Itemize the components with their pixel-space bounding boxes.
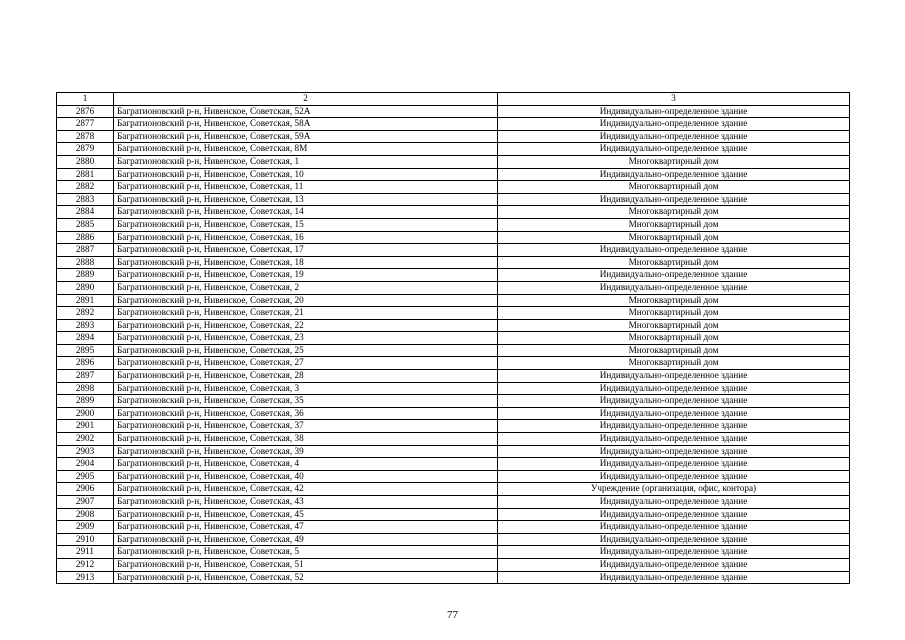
address-cell: Багратионовский р-н, Нивенское, Советская, 10 [114,168,498,181]
row-number-cell: 2891 [57,294,114,307]
table-row [57,470,850,483]
row-number-cell: 2890 [57,281,114,294]
row-number-cell: 2885 [57,218,114,231]
address-cell: Багратионовский р-н, Нивенское, Советская, 39 [114,445,498,458]
table-row [57,181,850,194]
object-type-cell: Многоквартирный дом [498,256,850,269]
address-cell: Багратионовский р-н, Нивенское, Советская, 3 [114,382,498,395]
row-number-cell: 2900 [57,407,114,420]
address-cell: Багратионовский р-н, Нивенское, Советская, 59А [114,130,498,143]
object-type-cell: Многоквартирный дом [498,155,850,168]
address-cell: Багратионовский р-н, Нивенское, Советская, 45 [114,508,498,521]
table-row [57,105,850,118]
table-row [57,143,850,156]
table-row [57,546,850,559]
object-type-cell: Индивидуально-определенное здание [498,168,850,181]
table-row [57,445,850,458]
address-cell: Багратионовский р-н, Нивенское, Советская, 42 [114,483,498,496]
table-row [57,118,850,131]
row-number-cell: 2908 [57,508,114,521]
object-type-cell: Учреждение (организация, офис, контора) [498,483,850,496]
table-row [57,244,850,257]
address-cell: Багратионовский р-н, Нивенское, Советская, 15 [114,218,498,231]
address-cell: Багратионовский р-н, Нивенское, Советская, 38 [114,433,498,446]
table-row [57,269,850,282]
row-number-cell: 2896 [57,357,114,370]
table-row [57,407,850,420]
address-cell: Багратионовский р-н, Нивенское, Советская, 28 [114,370,498,383]
row-number-cell: 2905 [57,470,114,483]
register-sheet [56,92,849,584]
row-number-cell: 2878 [57,130,114,143]
object-type-cell: Индивидуально-определенное здание [498,558,850,571]
address-cell: Багратионовский р-н, Нивенское, Советская, 13 [114,193,498,206]
table-row [57,420,850,433]
object-type-cell: Индивидуально-определенное здание [498,546,850,559]
row-number-cell: 2906 [57,483,114,496]
object-type-cell: Индивидуально-определенное здание [498,521,850,534]
row-number-cell: 2912 [57,558,114,571]
object-type-cell: Индивидуально-определенное здание [498,118,850,131]
table-row [57,206,850,219]
row-number-cell: 2877 [57,118,114,131]
object-type-cell: Индивидуально-определенное здание [498,105,850,118]
address-cell: Багратионовский р-н, Нивенское, Советская, 51 [114,558,498,571]
object-type-cell: Индивидуально-определенное здание [498,269,850,282]
row-number-cell: 2884 [57,206,114,219]
object-type-cell: Индивидуально-определенное здание [498,496,850,509]
table-row [57,395,850,408]
address-cell: Багратионовский р-н, Нивенское, Советская, 36 [114,407,498,420]
column-number-3: 3 [498,93,850,106]
row-number-cell: 2886 [57,231,114,244]
address-cell: Багратионовский р-н, Нивенское, Советская, 47 [114,521,498,534]
row-number-cell: 2895 [57,344,114,357]
object-type-cell: Индивидуально-определенное здание [498,281,850,294]
address-cell: Багратионовский р-н, Нивенское, Советская, 2 [114,281,498,294]
row-number-cell: 2897 [57,370,114,383]
table-row [57,357,850,370]
object-type-cell: Многоквартирный дом [498,332,850,345]
object-type-cell: Индивидуально-определенное здание [498,420,850,433]
row-number-cell: 2879 [57,143,114,156]
object-type-cell: Многоквартирный дом [498,344,850,357]
object-type-cell: Многоквартирный дом [498,307,850,320]
table-row [57,281,850,294]
table-row [57,370,850,383]
row-number-cell: 2892 [57,307,114,320]
table-row [57,496,850,509]
address-cell: Багратионовский р-н, Нивенское, Советская, 25 [114,344,498,357]
row-number-cell: 2910 [57,533,114,546]
table-row [57,382,850,395]
row-number-cell: 2911 [57,546,114,559]
object-type-cell: Индивидуально-определенное здание [498,395,850,408]
row-number-cell: 2882 [57,181,114,194]
table-row [57,508,850,521]
object-type-cell: Индивидуально-определенное здание [498,193,850,206]
row-number-cell: 2893 [57,319,114,332]
row-number-cell: 2909 [57,521,114,534]
row-number-cell: 2883 [57,193,114,206]
object-type-cell: Индивидуально-определенное здание [498,458,850,471]
address-cell: Багратионовский р-н, Нивенское, Советская, 52А [114,105,498,118]
address-cell: Багратионовский р-н, Нивенское, Советская, 21 [114,307,498,320]
address-cell: Багратионовский р-н, Нивенское, Советская, 8М [114,143,498,156]
row-number-cell: 2903 [57,445,114,458]
address-cell: Багратионовский р-н, Нивенское, Советская, 52 [114,571,498,584]
address-cell: Багратионовский р-н, Нивенское, Советская, 18 [114,256,498,269]
table-row [57,521,850,534]
object-type-cell: Индивидуально-определенное здание [498,508,850,521]
table-row [57,231,850,244]
address-cell: Багратионовский р-н, Нивенское, Советская, 27 [114,357,498,370]
row-number-cell: 2888 [57,256,114,269]
object-type-cell: Многоквартирный дом [498,319,850,332]
address-cell: Багратионовский р-н, Нивенское, Советская, 17 [114,244,498,257]
table-row [57,155,850,168]
object-type-cell: Многоквартирный дом [498,218,850,231]
table-row [57,533,850,546]
object-type-cell: Индивидуально-определенное здание [498,407,850,420]
address-cell: Багратионовский р-н, Нивенское, Советская, 35 [114,395,498,408]
row-number-cell: 2901 [57,420,114,433]
column-number-1: 1 [57,93,114,106]
address-cell: Багратионовский р-н, Нивенское, Советская, 20 [114,294,498,307]
row-number-cell: 2894 [57,332,114,345]
row-number-cell: 2876 [57,105,114,118]
object-type-cell: Индивидуально-определенное здание [498,370,850,383]
address-cell: Багратионовский р-н, Нивенское, Советская, 19 [114,269,498,282]
row-number-cell: 2898 [57,382,114,395]
row-number-cell: 2907 [57,496,114,509]
table-row [57,558,850,571]
column-number-row [57,93,850,106]
table-row [57,458,850,471]
address-cell: Багратионовский р-н, Нивенское, Советская, 22 [114,319,498,332]
row-number-cell: 2880 [57,155,114,168]
object-type-cell: Индивидуально-определенное здание [498,382,850,395]
object-type-cell: Индивидуально-определенное здание [498,445,850,458]
object-type-cell: Индивидуально-определенное здание [498,143,850,156]
register-table-body [57,93,850,584]
row-number-cell: 2899 [57,395,114,408]
table-row [57,433,850,446]
table-row [57,307,850,320]
row-number-cell: 2913 [57,571,114,584]
address-cell: Багратионовский р-н, Нивенское, Советская, 14 [114,206,498,219]
address-cell: Багратионовский р-н, Нивенское, Советская, 4 [114,458,498,471]
table-row [57,483,850,496]
address-cell: Багратионовский р-н, Нивенское, Советская, 43 [114,496,498,509]
address-cell: Багратионовский р-н, Нивенское, Советская, 11 [114,181,498,194]
table-row [57,332,850,345]
object-type-cell: Индивидуально-определенное здание [498,433,850,446]
object-type-cell: Многоквартирный дом [498,206,850,219]
table-row [57,344,850,357]
table-row [57,168,850,181]
table-row [57,218,850,231]
table-row [57,256,850,269]
table-row [57,130,850,143]
address-cell: Багратионовский р-н, Нивенское, Советская, 58А [114,118,498,131]
object-type-cell: Индивидуально-определенное здание [498,244,850,257]
object-type-cell: Многоквартирный дом [498,357,850,370]
address-cell: Багратионовский р-н, Нивенское, Советская, 49 [114,533,498,546]
table-row [57,294,850,307]
address-cell: Багратионовский р-н, Нивенское, Советская, 23 [114,332,498,345]
table-row [57,193,850,206]
page-number: 77 [447,609,458,621]
address-cell: Багратионовский р-н, Нивенское, Советская, 1 [114,155,498,168]
table-row [57,319,850,332]
row-number-cell: 2902 [57,433,114,446]
object-type-cell: Индивидуально-определенное здание [498,470,850,483]
address-cell: Багратионовский р-н, Нивенское, Советская, 40 [114,470,498,483]
address-cell: Багратионовский р-н, Нивенское, Советская, 37 [114,420,498,433]
address-cell: Багратионовский р-н, Нивенское, Советская, 16 [114,231,498,244]
object-type-cell: Индивидуально-определенное здание [498,533,850,546]
row-number-cell: 2889 [57,269,114,282]
object-type-cell: Многоквартирный дом [498,181,850,194]
object-type-cell: Индивидуально-определенное здание [498,130,850,143]
row-number-cell: 2881 [57,168,114,181]
address-cell: Багратионовский р-н, Нивенское, Советская, 5 [114,546,498,559]
row-number-cell: 2887 [57,244,114,257]
register-table [56,92,850,584]
table-row [57,571,850,584]
object-type-cell: Индивидуально-определенное здание [498,571,850,584]
object-type-cell: Многоквартирный дом [498,231,850,244]
column-number-2: 2 [114,93,498,106]
object-type-cell: Многоквартирный дом [498,294,850,307]
row-number-cell: 2904 [57,458,114,471]
